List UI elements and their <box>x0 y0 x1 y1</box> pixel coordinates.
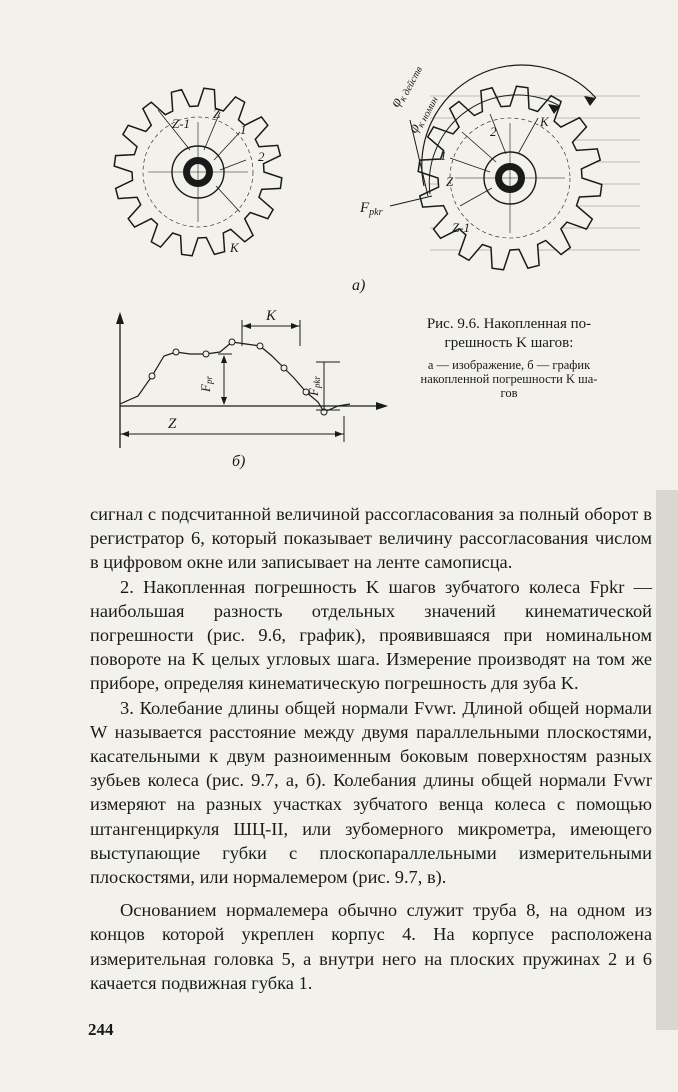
graph-label-fpr: Fpr <box>198 376 214 392</box>
figure-drawing <box>0 0 678 500</box>
caption-legend <box>398 358 620 400</box>
scan-shadow-edge <box>656 490 678 1030</box>
caption-legend-line-2: накопленной погрешности K ша- <box>420 372 598 386</box>
graph-label-z: Z <box>168 416 177 432</box>
error-curve-point <box>149 373 155 379</box>
graph-y-arrow <box>116 312 124 324</box>
z-arrow-left <box>121 431 129 437</box>
figure-9-6 <box>0 0 678 500</box>
paragraph-3: 3. Колебание длины общей нормали Fvwr. Длиной общей нормали W называется расстояние между двумя параллельными плоскостями, касательными к двум разноименным боковым поверхностям разных зубьев колеса (рис. 9.7, а, б). Колебания длины общей нормали Fvwr измеряют на разных участках зубчатого венца колеса с помощью штангенциркуля ШЦ-II, или зубомерного микрометра, имеющего выступающие губки с плоскопараллельными измерительными плоскостями, или нормалемером (рис. 9.7, в). <box>90 697 652 888</box>
paragraph-1: сигнал с подсчитанной величиной рассогласования за полный оборот в регистратор 6, который показывает величину рассогласования числом в цифровом окне или записывает на ленте самописца. <box>90 504 652 573</box>
error-graph <box>116 308 388 448</box>
part-b-label: б) <box>232 453 246 470</box>
k-arrow-left <box>243 323 251 329</box>
gear-a-label-k: K <box>230 240 239 255</box>
body-text <box>90 502 652 995</box>
graph-label-fpkr: Fpkr <box>306 376 322 396</box>
error-curve-point <box>173 349 179 355</box>
arc-arrow-head <box>584 96 596 106</box>
gear-a-label-z-1: Z-1 <box>172 116 191 131</box>
paragraph-4: Основанием нормалемера обычно служит труба 8, на одном из концов которой укреплен корпус 4. На корпусе расположена измерительная головка 5, а внутри него на плоских пружинах 2 и 6 качается подвижная губка 1. <box>90 900 652 993</box>
z-arrow-right <box>335 431 343 437</box>
error-curve-point <box>229 339 235 345</box>
error-curve-point <box>281 365 287 371</box>
paragraph-2: 2. Накопленная погрешность K шагов зубчатого колеса Fpkr — наибольшая разность отдельных значений кинематической погрешности (рис. 9.6, график), проявившаяся при номинальном повороте на K целых угловых шага. Измерение производят на том же приборе, определяя кинематическую погрешность для зуба K. <box>90 576 652 694</box>
gear-b-label-2: 2 <box>490 124 497 139</box>
graph-x-arrow <box>376 402 388 410</box>
gear-a-drawing <box>114 88 282 256</box>
caption-legend-line-3: гов <box>500 386 518 400</box>
angle-label-nominal: $\varphi_{к номин}$ <box>405 95 441 136</box>
error-curve-point <box>257 343 263 349</box>
gear-b-label-z: Z <box>446 174 454 189</box>
force-label: $F_{pkr}$ <box>360 200 383 218</box>
gear-a-label-2: 2 <box>258 149 265 164</box>
fpr-arrow-top <box>221 355 227 363</box>
angle-label-actual: $\varphi_{к действ}$ <box>387 64 425 110</box>
caption-title-line-1: Рис. 9.6. Накопленная по- <box>426 316 592 332</box>
caption-title-line-2: грешность K шагов: <box>444 335 574 351</box>
gear-b-label-z-1: Z-1 <box>452 220 471 235</box>
gear-a-label-1: 1 <box>240 122 247 137</box>
k-arrow-right <box>291 323 299 329</box>
gear-b-label-1: 1 <box>440 148 447 163</box>
gear-a-label-z: Z <box>213 106 221 121</box>
error-curve-point <box>203 351 209 357</box>
gear-b-label-k: K <box>540 114 549 129</box>
page-number: 244 <box>88 1020 114 1039</box>
figure-caption <box>398 315 620 400</box>
fpr-arrow-bottom <box>221 397 227 405</box>
part-a-label: а) <box>352 277 366 294</box>
caption-legend-line-1: а — изображение, б — график <box>427 358 591 372</box>
graph-label-k: K <box>266 308 277 324</box>
